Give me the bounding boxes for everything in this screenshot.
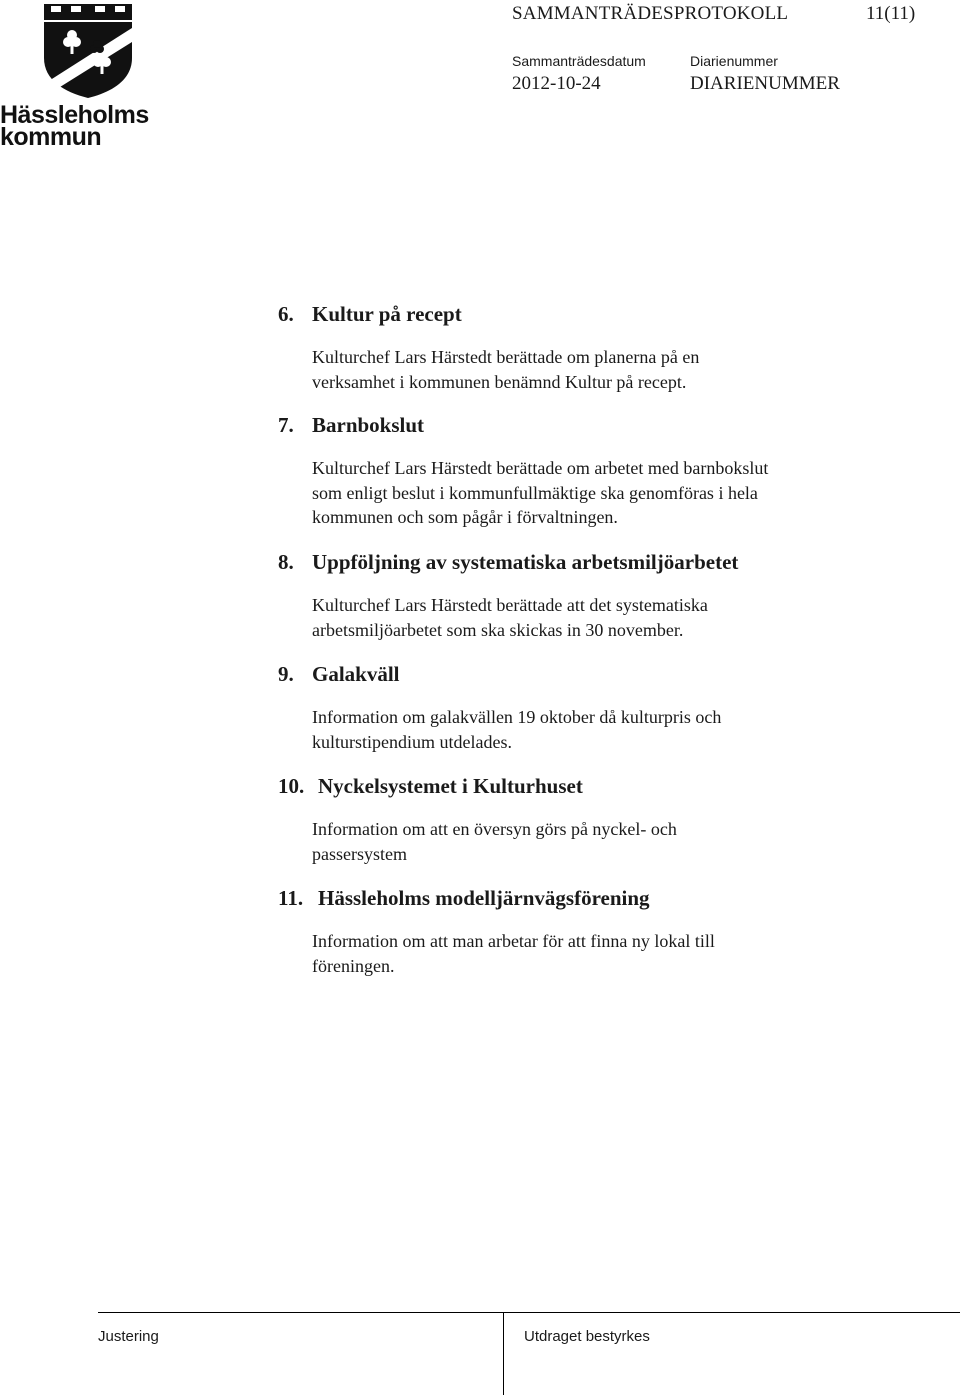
body-line: Information om galakvällen 19 oktober då kulturpris och (312, 707, 722, 727)
footer-divider (503, 1312, 504, 1395)
body-line: passersystem (312, 843, 407, 864)
logo-line-2: kommun (0, 123, 102, 151)
item-body (312, 456, 852, 530)
municipality-logo (0, 0, 150, 160)
body-line: kulturstipendium utdelades. (312, 731, 512, 752)
item-body (312, 345, 852, 394)
agenda-heading (278, 885, 938, 911)
body-line: Information om att en översyn görs på nyckel- och (312, 819, 677, 839)
agenda-heading (278, 661, 938, 687)
date-label: Sammanträdesdatum (512, 53, 646, 69)
agenda-heading (278, 549, 938, 575)
agenda-heading (278, 412, 938, 438)
date-value: 2012-10-24 (512, 73, 601, 94)
body-line: som enligt beslut i kommunfullmäktige ska genomföras i hela (312, 482, 758, 503)
agenda-heading (278, 773, 938, 799)
logo-line-1: Hässleholms (0, 101, 149, 129)
agenda-item-6 (278, 301, 938, 394)
item-title: Nyckelsystemet i Kulturhuset (318, 774, 583, 798)
body-line: Kulturchef Lars Härstedt berättade om planerna på en (312, 347, 700, 367)
item-number: 9. (278, 662, 294, 686)
body-line: Kulturchef Lars Härstedt berättade att det systematiska (312, 595, 708, 615)
body-line: Kulturchef Lars Härstedt berättade om arbetet med barnbokslut (312, 458, 769, 478)
body-line: arbetsmiljöarbetet som ska skickas in 30 november. (312, 619, 684, 640)
item-number: 10. (278, 774, 305, 798)
document-title: SAMMANTRÄDESPROTOKOLL (512, 3, 789, 24)
diary-value: DIARIENUMMER (690, 73, 840, 94)
item-title: Uppföljning av systematiska arbetsmiljöarbetet (312, 550, 739, 574)
logo-wordmark (0, 101, 160, 151)
item-body (312, 817, 852, 866)
item-title: Galakväll (312, 662, 400, 686)
coat-of-arms-icon (38, 2, 138, 100)
justering-label: Justering (98, 1328, 159, 1345)
body-line: verksamhet i kommunen benämnd Kultur på recept. (312, 371, 687, 392)
diary-label: Diarienummer (690, 53, 778, 69)
agenda-item-8 (278, 549, 938, 642)
agenda-item-11 (278, 885, 938, 978)
agenda-heading (278, 301, 938, 327)
footer-rule (98, 1312, 960, 1313)
item-number: 8. (278, 550, 294, 574)
item-body (312, 593, 852, 642)
agenda-item-9 (278, 661, 938, 754)
item-title: Hässleholms modelljärnvägsförening (318, 886, 650, 910)
agenda-item-10 (278, 773, 938, 866)
item-body (312, 929, 852, 978)
item-number: 7. (278, 413, 294, 437)
item-number: 6. (278, 302, 294, 326)
body-line: föreningen. (312, 955, 395, 976)
body-line: kommunen och som pågår i förvaltningen. (312, 507, 618, 527)
agenda-item-7 (278, 412, 938, 530)
page-number: 11(11) (866, 3, 916, 24)
certified-extract-label: Utdraget bestyrkes (524, 1328, 650, 1345)
item-title: Kultur på recept (312, 302, 462, 326)
body-line: Information om att man arbetar för att finna ny lokal till (312, 931, 715, 951)
item-title: Barnbokslut (312, 413, 425, 437)
item-number: 11. (278, 886, 304, 910)
item-body (312, 705, 852, 754)
